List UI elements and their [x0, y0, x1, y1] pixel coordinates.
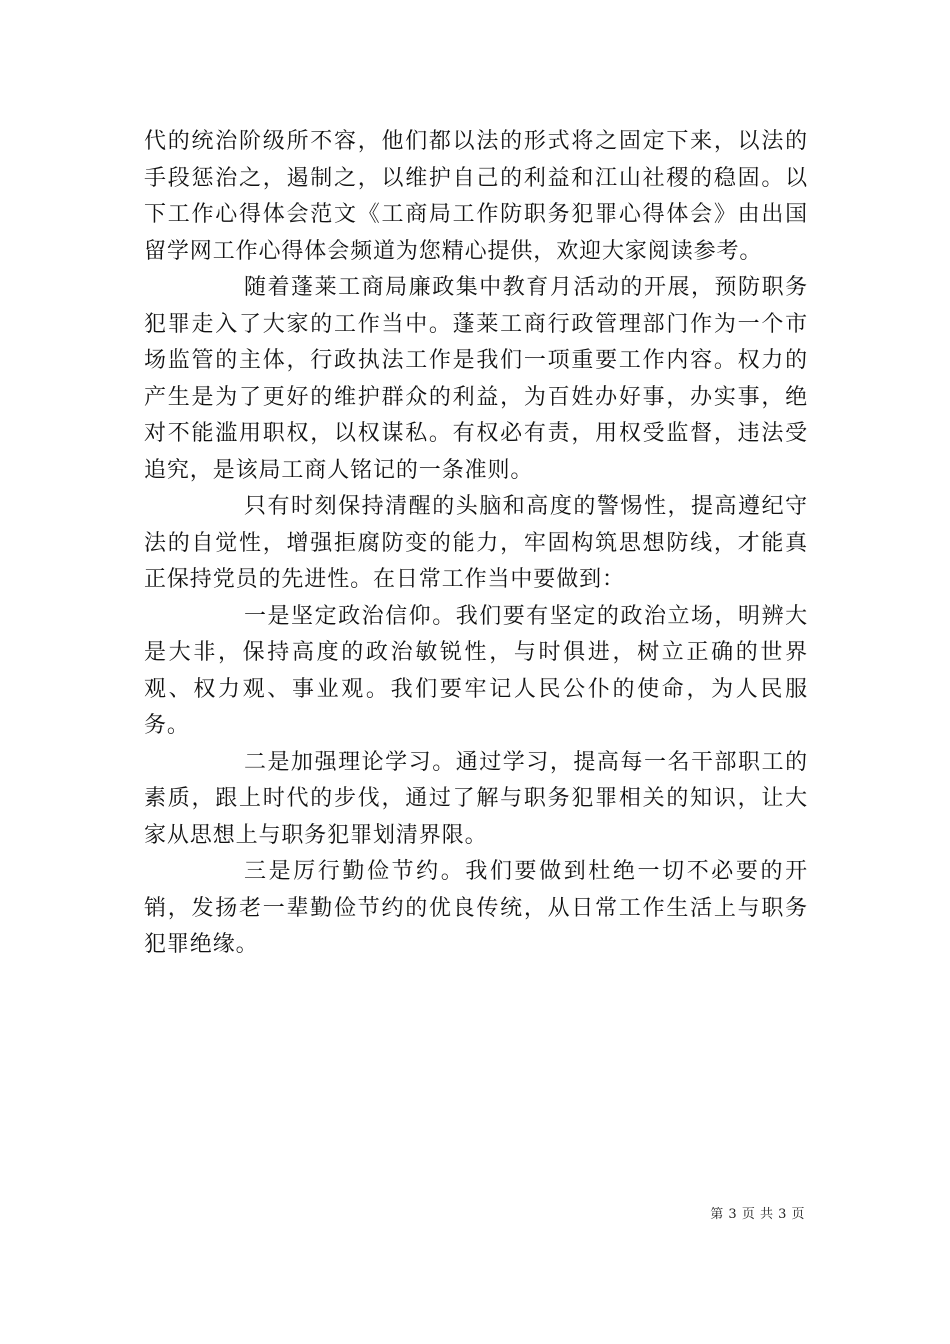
document-body — [144, 124, 808, 964]
paragraph-1: 代的统治阶级所不容，他们都以法的形式将之固定下来，以法的手段惩治之，遏制之，以维护自己的利益和江山社稷的稳固。以下工作心得体会范文《工商局工作防职务犯罪心得体会》由出国留学网工作心得体会频道为您精心提供，欢迎大家阅读参考。 — [144, 129, 808, 264]
page-number: 第 3 页 共 3 页 — [710, 1207, 805, 1222]
paragraph-3: 只有时刻保持清醒的头脑和高度的警惕性，提高遵纪守法的自觉性，增强拒腐防变的能力，牢固构筑思想防线，才能真正保持党员的先进性。在日常工作当中要做到： — [144, 494, 808, 592]
paragraph-4: 一是坚定政治信仰。我们要有坚定的政治立场，明辨大是大非，保持高度的政治敏锐性，与时俱进，树立正确的世界观、权力观、事业观。我们要牢记人民公仆的使命，为人民服务。 — [144, 603, 808, 738]
paragraph-5: 二是加强理论学习。通过学习，提高每一名干部职工的素质，跟上时代的步伐，通过了解与职务犯罪相关的知识，让大家从思想上与职务犯罪划清界限。 — [144, 749, 808, 848]
paragraph-2: 随着蓬莱工商局廉政集中教育月活动的开展，预防职务犯罪走入了大家的工作当中。蓬莱工商行政管理部门作为一个市场监管的主体，行政执法工作是我们一项重要工作内容。权力的产生是为了更好的维护群众的利益，为百姓办好事，办实事，绝对不能滥用职权，以权谋私。有权必有责，用权受监督，违法受追究，是该局工商人铭记的一条准则。 — [144, 275, 808, 483]
paragraph-6: 三是厉行勤俭节约。我们要做到杜绝一切不必要的开销，发扬老一辈勤俭节约的优良传统，从日常工作生活上与职务犯罪绝缘。 — [144, 859, 808, 957]
